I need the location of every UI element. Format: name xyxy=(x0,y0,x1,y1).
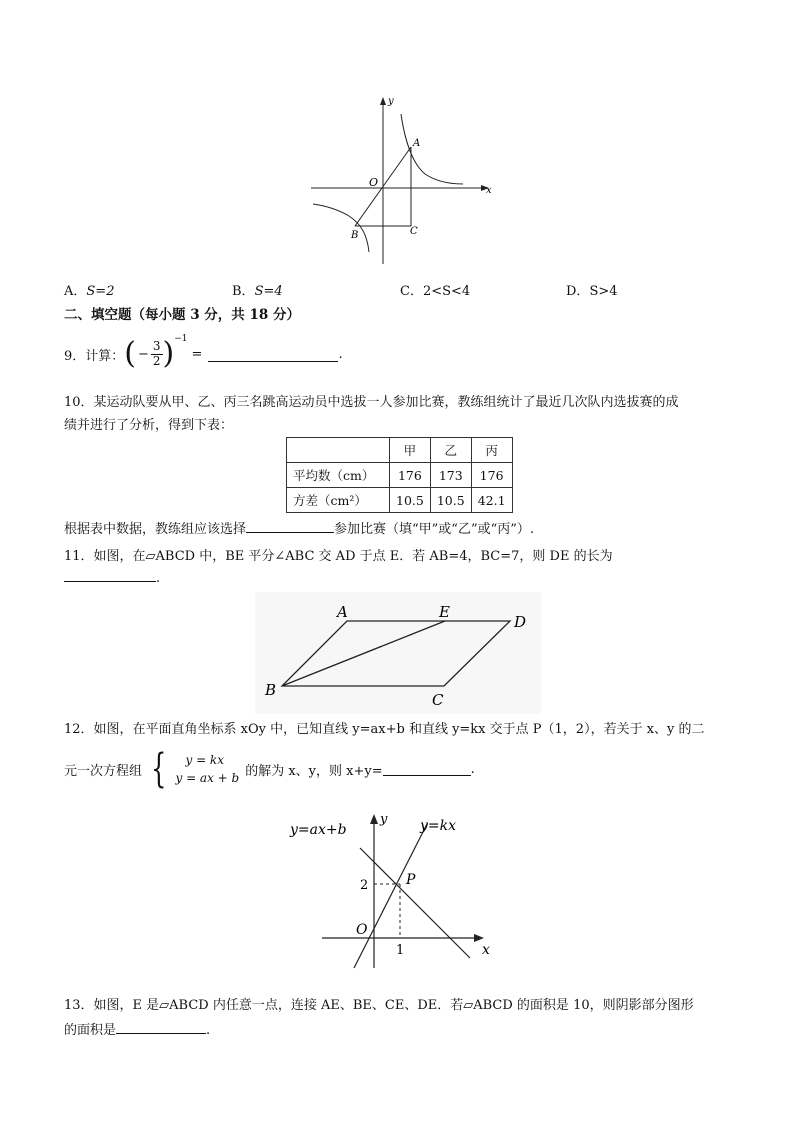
q10-answer-line xyxy=(64,518,534,537)
figure-parallelogram xyxy=(255,592,541,714)
table-header-cell: 甲 xyxy=(390,438,431,463)
table-cell: 10.5 xyxy=(430,488,471,513)
tick-label-2: 2 xyxy=(360,878,369,893)
y-axis-arrow xyxy=(370,814,378,824)
option-c-text: 2<S<4 xyxy=(422,284,471,299)
table-row-label: 平均数（cm） xyxy=(287,463,390,488)
hyperbola-diagram xyxy=(305,92,505,267)
q13-line2 xyxy=(64,1019,210,1038)
q9-answer-blank xyxy=(208,347,338,362)
q9-equals: = xyxy=(191,346,203,362)
section-heading: 二、填空题（每小题 3 分，共 18 分） xyxy=(64,307,300,323)
q12-line2-post: 的解为 x、y，则 x+y= xyxy=(245,763,383,779)
option-d-text: S>4 xyxy=(589,284,618,299)
table-header-row xyxy=(287,438,513,463)
table-header-cell: 丙 xyxy=(471,438,512,463)
q10-answer-pre: 根据表中数据，教练组应该选择 xyxy=(64,522,247,537)
option-a xyxy=(64,280,114,299)
hyperbola-branch-q3 xyxy=(313,204,369,252)
stats-table xyxy=(286,437,513,513)
table-row xyxy=(287,488,513,513)
q13-answer-blank xyxy=(116,1021,206,1034)
q9-minus: − xyxy=(138,346,149,362)
q9-paren-right: ) xyxy=(162,336,175,371)
q12-line2-pre: 元一次方程组 xyxy=(64,763,143,779)
q13-line1: 13．如图，E 是▱ABCD 内任意一点，连接 AE、BE、CE、DE．若▱ABCD 的面积是 10，则阴影部分图形 xyxy=(64,998,694,1013)
label-y: y xyxy=(388,96,394,107)
q10-answer-blank xyxy=(246,520,334,533)
label-line-ax-b: y=ax+b xyxy=(290,822,347,838)
label-x: x xyxy=(486,185,492,196)
q9-denominator: 2 xyxy=(152,353,161,368)
x-axis-arrow xyxy=(474,934,484,942)
q12-line1: 12．如图，在平面直角坐标系 xOy 中，已知直线 y=ax+b 和直线 y=kx 交于点 P（1，2），若关于 x、y 的二 xyxy=(64,722,705,737)
option-b xyxy=(232,280,283,299)
q11-answer-blank xyxy=(64,569,156,582)
tick-label-1: 1 xyxy=(396,943,405,958)
parallelogram-diagram xyxy=(255,592,541,714)
label-A: A xyxy=(337,603,348,621)
figure-hyperbola xyxy=(305,92,505,267)
q12-eq2: y = ax + b xyxy=(175,771,240,785)
q10-table-wrap xyxy=(286,437,513,513)
label-P: P xyxy=(406,872,416,888)
label-y: y xyxy=(380,812,388,827)
label-line-kx: y=kx xyxy=(420,818,457,834)
q12-end: . xyxy=(470,761,475,777)
q13-end: . xyxy=(206,1023,211,1038)
y-axis-arrow xyxy=(380,97,386,105)
q11-end: . xyxy=(156,571,161,586)
label-B: B xyxy=(351,230,359,241)
q9-end: . xyxy=(338,346,343,362)
table-cell: 176 xyxy=(471,463,512,488)
label-x: x xyxy=(482,942,490,958)
q11-line1: 11．如图，在▱ABCD 中，BE 平分∠ABC 交 AD 于点 E．若 AB=4，BC=7，则 DE 的长为 xyxy=(64,549,613,564)
option-c-letter: C． xyxy=(400,284,423,299)
q9-paren-left: ( xyxy=(124,336,136,371)
table-header-cell: 乙 xyxy=(430,438,471,463)
q12-line2 xyxy=(64,746,475,792)
hyperbola-branch-q1 xyxy=(401,114,463,184)
q10-line2: 绩并进行了分析，得到下表： xyxy=(64,418,234,433)
label-C: C xyxy=(432,691,444,709)
q11-line2 xyxy=(64,569,160,586)
label-A: A xyxy=(413,138,421,149)
table-cell: 176 xyxy=(390,463,431,488)
table-cell: 42.1 xyxy=(471,488,512,513)
label-B: B xyxy=(265,681,277,699)
option-c xyxy=(400,280,470,299)
q9-numerator: 3 xyxy=(152,338,161,353)
q13-line2-pre: 的面积是 xyxy=(64,1023,117,1038)
table-cell: 173 xyxy=(430,463,471,488)
option-a-text: S=2 xyxy=(86,284,115,299)
option-a-letter: A． xyxy=(64,284,87,299)
q9-fraction xyxy=(151,340,163,369)
option-d xyxy=(566,280,618,299)
option-b-text: S=4 xyxy=(254,284,283,299)
label-O: O xyxy=(369,176,379,189)
label-E: E xyxy=(439,603,450,621)
table-header-cell xyxy=(287,438,390,463)
question-9 xyxy=(64,334,343,374)
q12-eq1: y = kx xyxy=(185,753,224,767)
table-row-label: 方差（cm²） xyxy=(287,488,390,513)
figure-lines xyxy=(282,808,512,976)
line-y-ax-b xyxy=(360,848,470,958)
q10-line1: 10．某运动队要从甲、乙、丙三名跳高运动员中选拔一人参加比赛，教练组统计了最近几次队内选拔赛的成 xyxy=(64,395,679,410)
q12-answer-blank xyxy=(383,763,471,776)
q12-brace: { xyxy=(151,746,167,792)
table-cell: 10.5 xyxy=(390,488,431,513)
q9-prefix: 9．计算： xyxy=(64,348,125,364)
line-y-kx xyxy=(354,824,427,968)
q9-exponent: −1 xyxy=(174,334,188,344)
q10-answer-post: 参加比赛（填“甲”或“乙”或“丙”）. xyxy=(334,522,535,537)
table-row xyxy=(287,463,513,488)
lines-diagram xyxy=(282,808,512,976)
label-O: O xyxy=(356,922,368,938)
option-d-letter: D． xyxy=(566,284,590,299)
segment-BE xyxy=(282,621,445,686)
label-C: C xyxy=(410,226,418,237)
parallelogram-ABCD xyxy=(282,621,510,686)
q12-system xyxy=(175,751,239,787)
label-D: D xyxy=(514,613,527,631)
option-b-letter: B． xyxy=(232,284,255,299)
